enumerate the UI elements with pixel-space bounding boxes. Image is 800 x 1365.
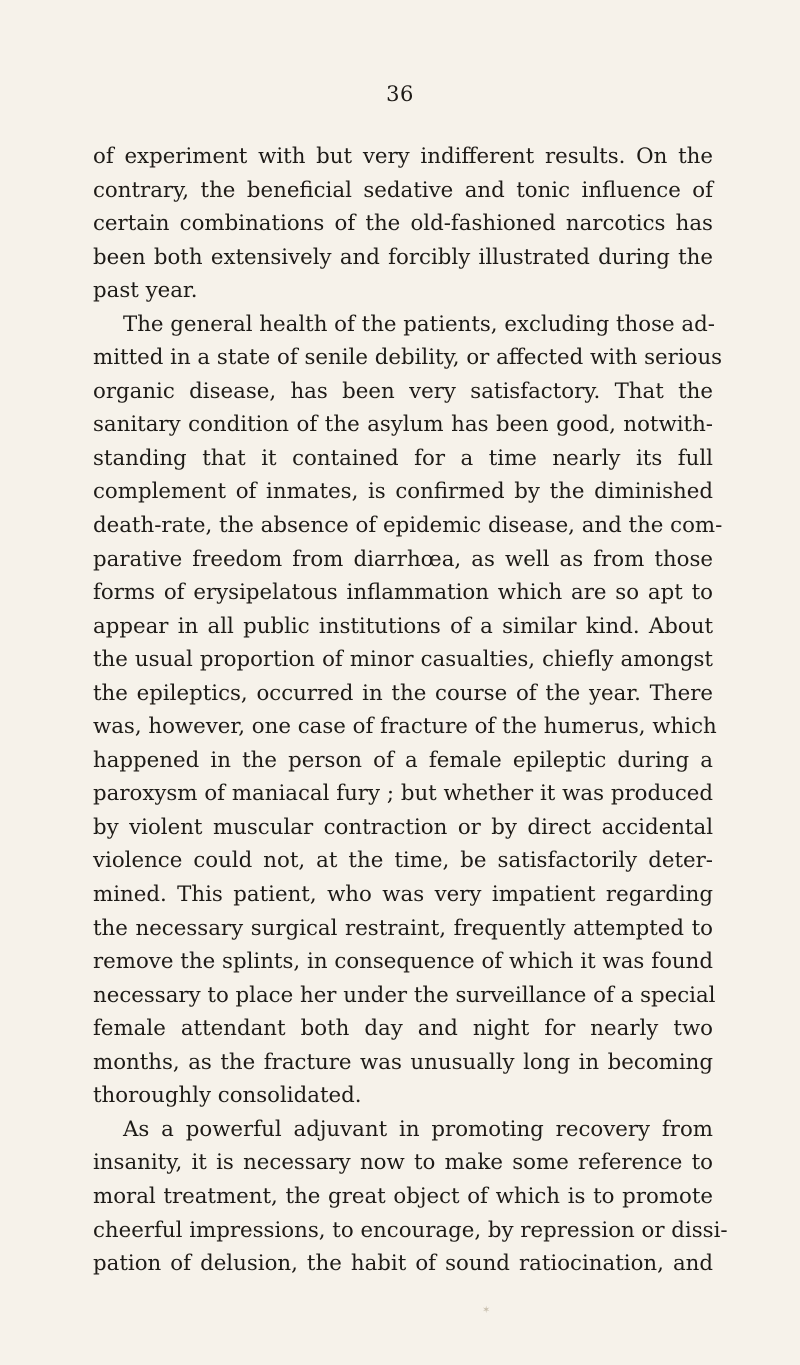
text-line: standing that it contained for a time nearly its full [93,445,713,471]
text-line: female attendant both day and night for nearly two [93,1016,713,1042]
text-line: insanity, it is necessary now to make some reference to [93,1150,713,1176]
ink-speck: ✶ [482,1305,491,1316]
body-text [93,140,728,1281]
text-line: As a powerful adjuvant in promoting recovery from [123,1116,713,1142]
text-line: pation of delusion, the habit of sound ratiocination, and [93,1251,713,1277]
text-line: sanitary condition of the asylum has been good, notwith- [93,412,713,438]
text-line: forms of erysipelatous inflammation which are so apt to [93,580,713,606]
text-line: was, however, one case of fracture of the humerus, which [93,714,717,740]
text-line: complement of inmates, is confirmed by the diminished [93,479,713,505]
text-line: remove the splints, in consequence of which it was found [93,949,713,975]
text-line: death-rate, the absence of epidemic disease, and the com- [93,513,723,539]
text-line: thoroughly consolidated. [93,1083,362,1109]
text-line: cheerful impressions, to encourage, by repression or dissi- [93,1217,728,1243]
text-line: necessary to place her under the surveillance of a special [93,982,716,1008]
page-number: 36 [386,82,414,106]
text-line: the usual proportion of minor casualties, chiefly amongst [93,647,713,673]
text-line: by violent muscular contraction or by direct accidental [93,814,713,840]
text-line: contrary, the beneficial sedative and tonic influence of [93,177,713,203]
text-line: mined. This patient, who was very impatient regarding [93,882,713,908]
text-line: violence could not, at the time, be satisfactorily deter- [93,848,713,874]
text-line: certain combinations of the old-fashioned narcotics has [93,211,713,237]
text-line: happened in the person of a female epileptic during a [93,747,713,773]
text-line: past year. [93,278,198,304]
text-line: parative freedom from diarrhœa, as well as from those [93,546,713,572]
text-line: been both extensively and forcibly illustrated during the [93,244,713,270]
text-line: paroxysm of maniacal fury ; but whether it was produced [93,781,713,807]
text-line: the necessary surgical restraint, frequently attempted to [93,915,713,941]
text-line: months, as the fracture was unusually long in becoming [93,1049,713,1075]
text-line: mitted in a state of senile debility, or affected with serious [93,345,723,371]
text-line: The general health of the patients, excluding those ad- [123,311,715,337]
text-line: moral treatment, the great object of which is to promote [93,1183,713,1209]
text-line: the epileptics, occurred in the course of the year. There [93,680,713,706]
text-line: appear in all public institutions of a similar kind. About [93,613,713,639]
text-line: organic disease, has been very satisfactory. That the [93,378,713,404]
text-line: of experiment with but very indifferent results. On the [93,144,713,169]
